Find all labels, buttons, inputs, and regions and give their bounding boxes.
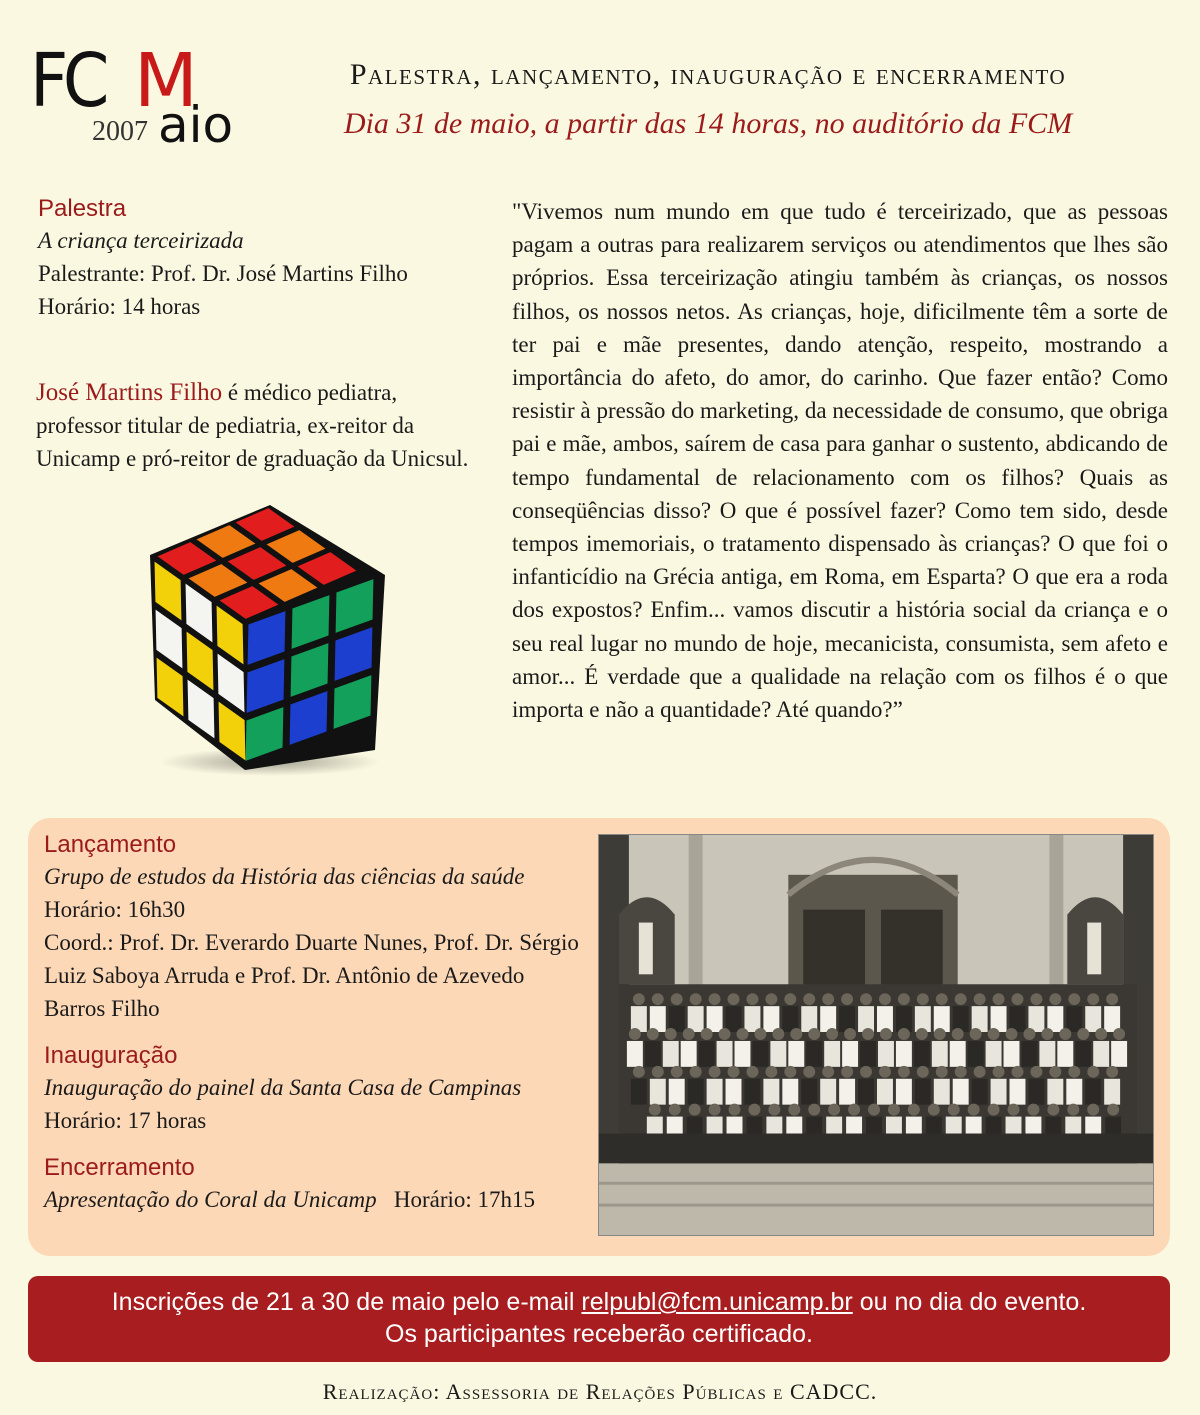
registration-email-link[interactable]: relpubl@fcm.unicamp.br xyxy=(581,1288,853,1316)
person-head xyxy=(1049,1066,1061,1078)
registration-banner xyxy=(28,1276,1170,1362)
person-head xyxy=(1087,993,1099,1005)
person-head xyxy=(860,1066,872,1078)
person-head xyxy=(754,1028,766,1040)
person-head xyxy=(826,1028,838,1040)
inauguracao-section xyxy=(44,1041,584,1137)
person-body xyxy=(650,1079,666,1105)
encerramento-row xyxy=(44,1183,584,1216)
person-head xyxy=(860,993,872,1005)
lancamento-section xyxy=(44,830,584,1025)
person-head xyxy=(993,1066,1005,1078)
person-head xyxy=(952,1028,964,1040)
person-head xyxy=(1041,1028,1053,1040)
encerramento-section xyxy=(44,1153,584,1216)
person-body xyxy=(788,1041,804,1067)
person-body xyxy=(820,1079,836,1105)
person-body xyxy=(839,1079,855,1105)
person-body xyxy=(1085,1079,1101,1105)
person-head xyxy=(844,1028,856,1040)
logo-fc: FC xyxy=(30,38,105,124)
person-head xyxy=(862,1028,874,1040)
person-head xyxy=(1106,1066,1118,1078)
person-head xyxy=(1030,993,1042,1005)
person-head xyxy=(689,1104,701,1116)
person-body xyxy=(1028,1006,1044,1032)
person-head xyxy=(737,1028,749,1040)
person-head xyxy=(728,993,740,1005)
lecture-quote: "Vivemos num mundo em que tudo é terceirizado, que as pessoas pagam a outras para realizarem serviços ou atendimentos que lhes são próprios. Essa terceirização atingiu também às crianças, os nossos filhos, os nossos netos. As crianças, hoje, dificilmente têm a sorte de ter pai e mãe presentes, dando atenção, respeito, mostrando a importância do afeto, do amor, do carinho. Que fazer então? Como resistir à pressão do marketing, da necessidade de consumo, que obriga pai e mãe, ambos, saírem de casa para ganhar o sustento, abdicando de tempo fundamental de relacionamento com os filhos? Quais as conseqüências disso? O que é possível fazer? Como tem sido, desde tempos imemoriais, o tratamento dispensado às crianças? O que foi o infanticídio na Grécia antiga, em Roma, em Esparta? O que era a roda dos expostos? Enfim... vamos discutir a história social da criança e o seu real lugar no mundo de hoje, mecanicista, consumista, sem afeto e amor... É verdade que a qualidade na relação com os filhos é o que importa e não a quantidade? Até quando?” xyxy=(512,199,1168,723)
person-body xyxy=(688,1079,704,1105)
person-body xyxy=(968,1041,984,1067)
person-body xyxy=(860,1041,876,1067)
person-body xyxy=(914,1041,930,1067)
person-body xyxy=(1093,1041,1109,1067)
person-head xyxy=(828,1104,840,1116)
person-head xyxy=(917,1066,929,1078)
speaker-bio-text: é médico pediatra, professor titular de pediatria, ex-reitor da Unicamp e pró-reitor de graduação da Unicsul. xyxy=(36,380,469,471)
encerramento-label: Encerramento xyxy=(44,1154,195,1181)
person-head xyxy=(1047,1104,1059,1116)
person-head xyxy=(1077,1028,1089,1040)
person-head xyxy=(1087,1104,1099,1116)
person-body xyxy=(770,1041,786,1067)
person-body xyxy=(1047,1006,1063,1032)
person-head xyxy=(1030,1066,1042,1078)
person-head xyxy=(1012,993,1024,1005)
person-body xyxy=(986,1041,1002,1067)
person-body xyxy=(1039,1041,1055,1067)
lancamento-title: Grupo de estudos da História das ciências da saúde xyxy=(44,864,525,889)
person-head xyxy=(974,1066,986,1078)
person-head xyxy=(709,1104,721,1116)
person-body xyxy=(839,1006,855,1032)
person-body xyxy=(820,1006,836,1032)
person-head xyxy=(1068,993,1080,1005)
palestra-title: A criança terceirizada xyxy=(38,228,244,253)
person-head xyxy=(652,1066,664,1078)
credits: Realização: Assessoria de Relações Públicas e CADCC. xyxy=(322,1379,878,1404)
person-body xyxy=(953,1006,969,1032)
person-head xyxy=(993,993,1005,1005)
person-body xyxy=(763,1079,779,1105)
lancamento-time: Horário: 16h30 xyxy=(44,897,186,922)
person-head xyxy=(1095,1028,1107,1040)
person-head xyxy=(1023,1028,1035,1040)
lancamento-label: Lançamento xyxy=(44,831,177,858)
person-head xyxy=(784,1066,796,1078)
person-head xyxy=(772,1028,784,1040)
person-body xyxy=(1057,1041,1073,1067)
person-head xyxy=(808,1104,820,1116)
person-body xyxy=(1066,1006,1082,1032)
person-body xyxy=(1010,1079,1026,1105)
person-head xyxy=(848,1104,860,1116)
person-head xyxy=(808,1028,820,1040)
person-head xyxy=(669,1104,681,1116)
person-body xyxy=(699,1041,715,1067)
lancamento-coord: Coord.: Prof. Dr. Everardo Duarte Nunes, Prof. Dr. Sérgio Luiz Saboya Arruda e Prof. Dr. Antônio de Azevedo Barros Filho xyxy=(44,930,579,1021)
person-body xyxy=(1047,1079,1063,1105)
person-body xyxy=(1021,1041,1037,1067)
person-body xyxy=(631,1079,647,1105)
person-body xyxy=(735,1041,751,1067)
person-body xyxy=(896,1079,912,1105)
person-body xyxy=(763,1006,779,1032)
person-head xyxy=(822,993,834,1005)
person-head xyxy=(1068,1066,1080,1078)
person-head xyxy=(649,1104,661,1116)
person-head xyxy=(898,993,910,1005)
person-head xyxy=(917,993,929,1005)
person-head xyxy=(709,993,721,1005)
person-head xyxy=(633,1066,645,1078)
person-body xyxy=(1111,1041,1127,1067)
person-body xyxy=(726,1079,742,1105)
person-head xyxy=(690,993,702,1005)
person-body xyxy=(627,1041,643,1067)
person-body xyxy=(915,1079,931,1105)
person-head xyxy=(1113,1028,1125,1040)
person-head xyxy=(928,1104,940,1116)
person-head xyxy=(888,1104,900,1116)
person-head xyxy=(955,993,967,1005)
person-body xyxy=(717,1041,733,1067)
person-head xyxy=(879,993,891,1005)
person-head xyxy=(803,993,815,1005)
person-head xyxy=(1008,1104,1020,1116)
fcmaio-logo xyxy=(30,38,245,154)
person-body xyxy=(669,1079,685,1105)
person-body xyxy=(806,1041,822,1067)
person-body xyxy=(972,1079,988,1105)
person-head xyxy=(936,993,948,1005)
person-head xyxy=(970,1028,982,1040)
person-body xyxy=(1085,1006,1101,1032)
encerramento-time: Horário: 17h15 xyxy=(393,1187,536,1212)
person-head xyxy=(841,1066,853,1078)
person-body xyxy=(858,1079,874,1105)
person-head xyxy=(1049,993,1061,1005)
inauguracao-title: Inauguração do painel da Santa Casa de Campinas xyxy=(44,1075,522,1100)
person-body xyxy=(1075,1041,1091,1067)
person-body xyxy=(950,1041,966,1067)
person-head xyxy=(647,1028,659,1040)
person-head xyxy=(701,1028,713,1040)
registration-text: Inscrições de 21 a 30 de maio pelo e-mail xyxy=(111,1288,582,1316)
person-body xyxy=(726,1006,742,1032)
person-head xyxy=(671,1066,683,1078)
person-head xyxy=(746,993,758,1005)
person-body xyxy=(631,1006,647,1032)
person-body xyxy=(681,1041,697,1067)
logo-m: M xyxy=(134,38,198,124)
person-head xyxy=(633,993,645,1005)
person-head xyxy=(803,1066,815,1078)
person-body xyxy=(1066,1079,1082,1105)
person-head xyxy=(765,1066,777,1078)
person-head xyxy=(652,993,664,1005)
person-body xyxy=(744,1006,760,1032)
person-body xyxy=(991,1079,1007,1105)
registration-line-1 xyxy=(28,1286,1170,1318)
person-head xyxy=(665,1028,677,1040)
person-body xyxy=(878,1041,894,1067)
person-body xyxy=(663,1041,679,1067)
person-body xyxy=(1028,1079,1044,1105)
person-body xyxy=(877,1079,893,1105)
page-subtitle: Dia 31 de maio, a partir das 14 horas, no auditório da FCM xyxy=(343,107,1073,140)
person-head xyxy=(916,1028,928,1040)
person-body xyxy=(707,1079,723,1105)
person-head xyxy=(968,1104,980,1116)
person-head xyxy=(719,1028,731,1040)
person-head xyxy=(955,1066,967,1078)
person-head xyxy=(709,1066,721,1078)
person-head xyxy=(1006,1028,1018,1040)
palestra-section xyxy=(38,194,478,323)
person-head xyxy=(934,1028,946,1040)
person-head xyxy=(784,993,796,1005)
rubiks-cube-image xyxy=(140,500,390,780)
registration-text-end: ou no dia do evento. xyxy=(852,1288,1087,1316)
person-body xyxy=(801,1079,817,1105)
person-body xyxy=(752,1041,768,1067)
person-head xyxy=(936,1066,948,1078)
person-body xyxy=(824,1041,840,1067)
person-head xyxy=(880,1028,892,1040)
person-body xyxy=(707,1006,723,1032)
person-body xyxy=(972,1006,988,1032)
person-head xyxy=(690,1066,702,1078)
person-head xyxy=(898,1028,910,1040)
person-body xyxy=(688,1006,704,1032)
person-body xyxy=(953,1079,969,1105)
person-head xyxy=(822,1066,834,1078)
person-head xyxy=(1012,1066,1024,1078)
person-body xyxy=(744,1079,760,1105)
person-head xyxy=(988,1104,1000,1116)
palestra-time: Horário: 14 horas xyxy=(38,294,201,319)
person-head xyxy=(728,1066,740,1078)
person-head xyxy=(868,1104,880,1116)
person-head xyxy=(788,1104,800,1116)
person-head xyxy=(908,1104,920,1116)
person-head xyxy=(629,1028,641,1040)
person-head xyxy=(988,1028,1000,1040)
logo-aio: aio xyxy=(158,96,234,154)
person-head xyxy=(1107,1104,1119,1116)
palestra-speaker: Palestrante: Prof. Dr. José Martins Filho xyxy=(38,261,408,286)
person-head xyxy=(1067,1104,1079,1116)
events-text xyxy=(44,830,584,1216)
person-body xyxy=(858,1006,874,1032)
person-head xyxy=(841,993,853,1005)
person-head xyxy=(671,993,683,1005)
person-body xyxy=(1004,1041,1020,1067)
speaker-name: José Martins Filho xyxy=(36,379,223,406)
person-head xyxy=(1027,1104,1039,1116)
person-head xyxy=(683,1028,695,1040)
person-head xyxy=(790,1028,802,1040)
logo-year: 2007 xyxy=(92,116,148,147)
person-head xyxy=(948,1104,960,1116)
inauguracao-time: Horário: 17 horas xyxy=(44,1108,207,1133)
person-head xyxy=(765,993,777,1005)
person-body xyxy=(934,1079,950,1105)
person-head xyxy=(729,1104,741,1116)
person-body xyxy=(782,1079,798,1105)
person-body xyxy=(1104,1079,1120,1105)
person-head xyxy=(974,993,986,1005)
person-head xyxy=(1059,1028,1071,1040)
speaker-bio xyxy=(36,376,476,475)
palestra-label: Palestra xyxy=(38,195,127,222)
person-body xyxy=(896,1041,912,1067)
person-head xyxy=(748,1104,760,1116)
person-head xyxy=(879,1066,891,1078)
certificate-note: Os participantes receberão certificado. xyxy=(385,1320,813,1348)
person-head xyxy=(746,1066,758,1078)
person-body xyxy=(1104,1006,1120,1032)
person-body xyxy=(645,1041,661,1067)
page-title: Palestra, lançamento, inauguração e encerramento xyxy=(349,58,1067,91)
person-head xyxy=(1106,993,1118,1005)
person-head xyxy=(1087,1066,1099,1078)
person-head xyxy=(768,1104,780,1116)
inauguracao-label: Inauguração xyxy=(44,1042,178,1069)
person-body xyxy=(932,1041,948,1067)
person-body xyxy=(934,1006,950,1032)
encerramento-title: Apresentação do Coral da Unicamp xyxy=(44,1187,377,1212)
person-head xyxy=(898,1066,910,1078)
person-body xyxy=(842,1041,858,1067)
group-photo xyxy=(598,834,1154,1236)
